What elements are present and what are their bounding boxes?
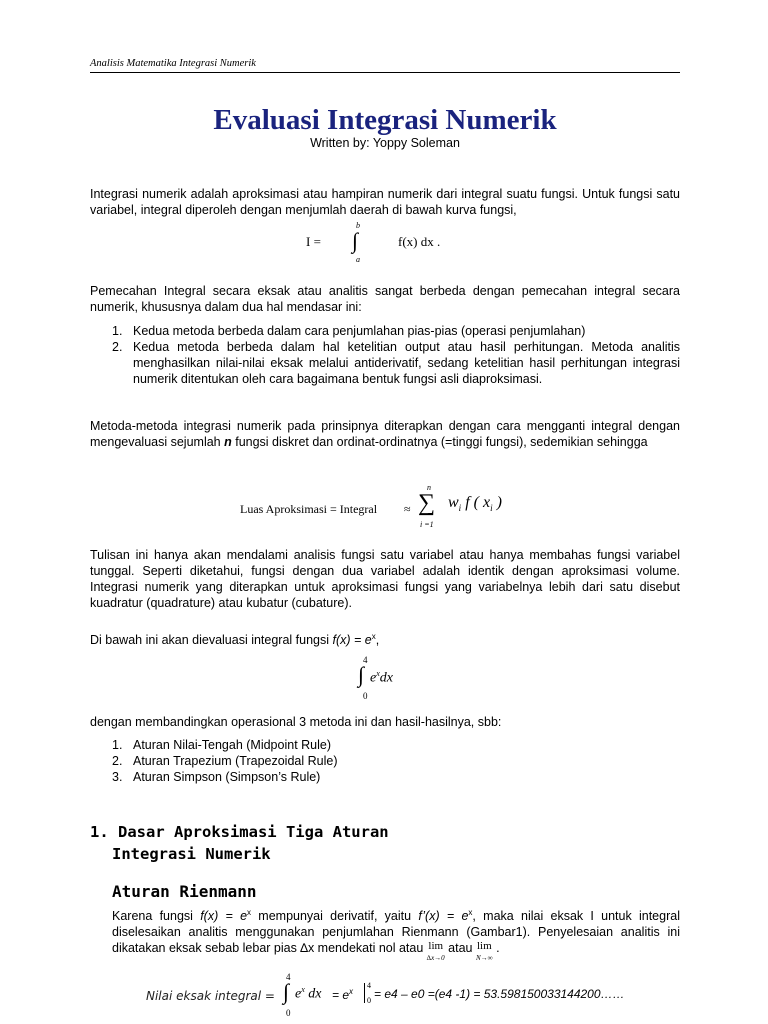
lim-label: lim (476, 940, 492, 953)
p7-function-2: f’(x) = e (418, 909, 469, 924)
function-symbol: f (465, 494, 470, 511)
function-expression: f(x) = e (332, 633, 372, 648)
p7-exp-2: x (468, 908, 473, 917)
sum-upper-limit: n (427, 483, 431, 492)
paragraph-3 (90, 418, 680, 450)
list-number: 3. (112, 770, 123, 784)
e-symbol: e (370, 670, 377, 686)
running-header: Analisis Matematika Integrasi Numerik (90, 58, 256, 69)
paragraph-6: dengan membandingkan operasional 3 metoda ini dan hasil-hasilnya, sbb: (90, 715, 502, 729)
antiderivative: = e (332, 988, 350, 1002)
intro-paragraph: Integrasi numerik adalah aproksimasi atau hampiran numerik dari integral suatu fungsi. Untuk fungsi satu variabel, integral diperoleh dengan menjumlah daerah di bawah kurva fungsi, (90, 187, 680, 217)
list-text: Aturan Simpson (Simpson’s Rule) (133, 770, 321, 784)
equation-4-upper-limit: 4 (286, 972, 291, 982)
list-item (90, 323, 680, 339)
paragraph-5 (90, 629, 680, 648)
p7-text-3: , maka nilai eksak I untuk integral diselesaikan analitis menggunakan penjumlahan Rienmann (Gambar1). Penyelesaian analitis ini dikatakan eksak sebab lebar pias ∆x mendekati nol atau (112, 909, 680, 956)
lim-label: lim (428, 940, 444, 953)
paragraph-3-text-b: fungsi diskret dan ordinat-ordinatnya (=tinggi fungsi), sedemikian sehingga (231, 435, 648, 449)
list-number: 2. (112, 754, 123, 768)
e-symbol: e (295, 986, 302, 1002)
equation-2-lhs: Luas Aproksimasi = Integral (240, 502, 378, 516)
evaluation-bar (364, 983, 365, 1003)
lim-sub: ∆x→0 (426, 954, 445, 963)
list-number: 1. (112, 738, 123, 752)
equation-4-lower-limit: 0 (286, 1008, 291, 1018)
dx-symbol: dx (308, 986, 322, 1002)
equation-4-integrand (295, 985, 322, 1003)
equation-3-upper-limit: 4 (363, 655, 368, 665)
list-differences (90, 323, 680, 387)
evaluation-upper: 4 (367, 981, 371, 990)
list-text: Kedua metoda berbeda dalam cara penjumlahan pias-pias (operasi penjumlahan) (133, 324, 586, 338)
list-item (90, 753, 680, 769)
list-number: 1. (112, 324, 123, 338)
limit-2 (476, 940, 493, 963)
p7-end: . (492, 941, 500, 956)
e-exponent: x (301, 985, 305, 994)
equation-4-label: Nilai eksak integral = (146, 989, 275, 1003)
paragraph-4: Tulisan ini hanya akan mendalami analisis fungsi satu variabel atau hanya membahas fungsi variabel tunggal. Seperti diketahui, fungsi dengan dua variabel adalah identik dengan aproksimasi volume. Integrasi numerik yang diterapkan untuk aproksimasi fungsi yang variabelnya lebih dari satu disebut kuadratur (quadrature) atau kubatur (cubature). (90, 548, 680, 610)
list-item (90, 339, 680, 387)
e-exponent: x (376, 669, 380, 678)
equation-1-lhs: I = (306, 234, 321, 249)
equation-2-weight: $w_i$ f ( $x_i$ ) (448, 494, 502, 514)
antiderivative-exp: x (349, 987, 354, 996)
limit-1 (427, 940, 445, 963)
equation-4-antiderivative (332, 987, 353, 1002)
subsection-heading: Aturan Rienmann (112, 882, 257, 901)
evaluation-lower: 0 (367, 996, 371, 1005)
p7-text-2: mempunyai derivatif, yaitu (251, 909, 419, 924)
x-symbol: x (482, 494, 491, 511)
paragraph-5-end: , (375, 633, 380, 648)
integral-sign-icon: ∫ (352, 228, 359, 253)
list-methods (90, 737, 680, 785)
p7-function-1: f(x) = e (200, 909, 248, 924)
header-rule (90, 72, 680, 73)
equation-3-lower-limit: 0 (363, 691, 368, 701)
weight-symbol: w (448, 494, 459, 511)
list-item (90, 769, 680, 785)
page-title: Evaluasi Integrasi Numerik (213, 104, 557, 136)
dx-symbol: dx (379, 670, 393, 686)
exponent: x (371, 632, 376, 641)
document-page (90, 0, 680, 1024)
equation-3-body (370, 669, 393, 687)
list-text: Aturan Nilai-Tengah (Midpoint Rule) (133, 738, 332, 752)
list-item (90, 737, 680, 753)
list-text: Kedua metoda berbeda dalam hal ketelitian output atau hasil perhitungan. Metoda analitis menghasilkan nilai-nilai eksak melalui antiderivatif, sedang ketelitian hasil perhitungan integrasi numerik ditentukan oleh cara bagaimana bentuk fungsi asli diaproksimasi. (133, 340, 680, 386)
p7-exp-1: x (247, 908, 252, 917)
equation-1-body: f(x) dx . (398, 234, 441, 249)
section-heading-1-line2: Integrasi Numerik (112, 845, 271, 863)
x-subscript: i (490, 503, 493, 514)
p7-atau: atau (444, 941, 476, 956)
equation-1-lower-limit: a (356, 255, 360, 264)
paragraph-5-text: Di bawah ini akan dievaluasi integral fungsi (90, 633, 333, 648)
section-heading-1-line1: 1. Dasar Aproksimasi Tiga Aturan (90, 823, 389, 841)
variable-n: n (224, 435, 232, 449)
p7-text-1: Karena fungsi (112, 909, 201, 924)
equation-4-result: = e4 – e0 =(e4 -1) = 53.598150033144200…… (374, 987, 625, 1001)
list-number: 2. (112, 340, 123, 354)
list-text: Aturan Trapezium (Trapezoidal Rule) (133, 754, 338, 768)
section-heading-1 (90, 821, 389, 865)
approx-sign: ≈ (404, 502, 411, 516)
weight-subscript: i (458, 503, 462, 514)
equation-1-upper-limit: b (356, 221, 360, 230)
sigma-icon: ∑ (418, 490, 436, 516)
paragraph-3-text-a: Metoda-metoda integrasi numerik pada prinsipnya diterapkan dengan cara mengganti integral dengan mengevaluasi sejumlah (90, 419, 680, 449)
lim-sub: N→∞ (475, 954, 493, 963)
paragraph-2: Pemecahan Integral secara eksak atau analitis sangat berbeda dengan pemecahan integral secara numerik, khususnya dalam dua hal mendasar ini: (90, 284, 680, 314)
byline: Written by: Yoppy Soleman (310, 136, 460, 150)
integral-sign-icon: ∫ (358, 662, 365, 687)
sum-lower-limit: i =1 (420, 520, 434, 529)
paragraph-7 (112, 905, 680, 963)
integral-sign-icon: ∫ (283, 979, 290, 1004)
